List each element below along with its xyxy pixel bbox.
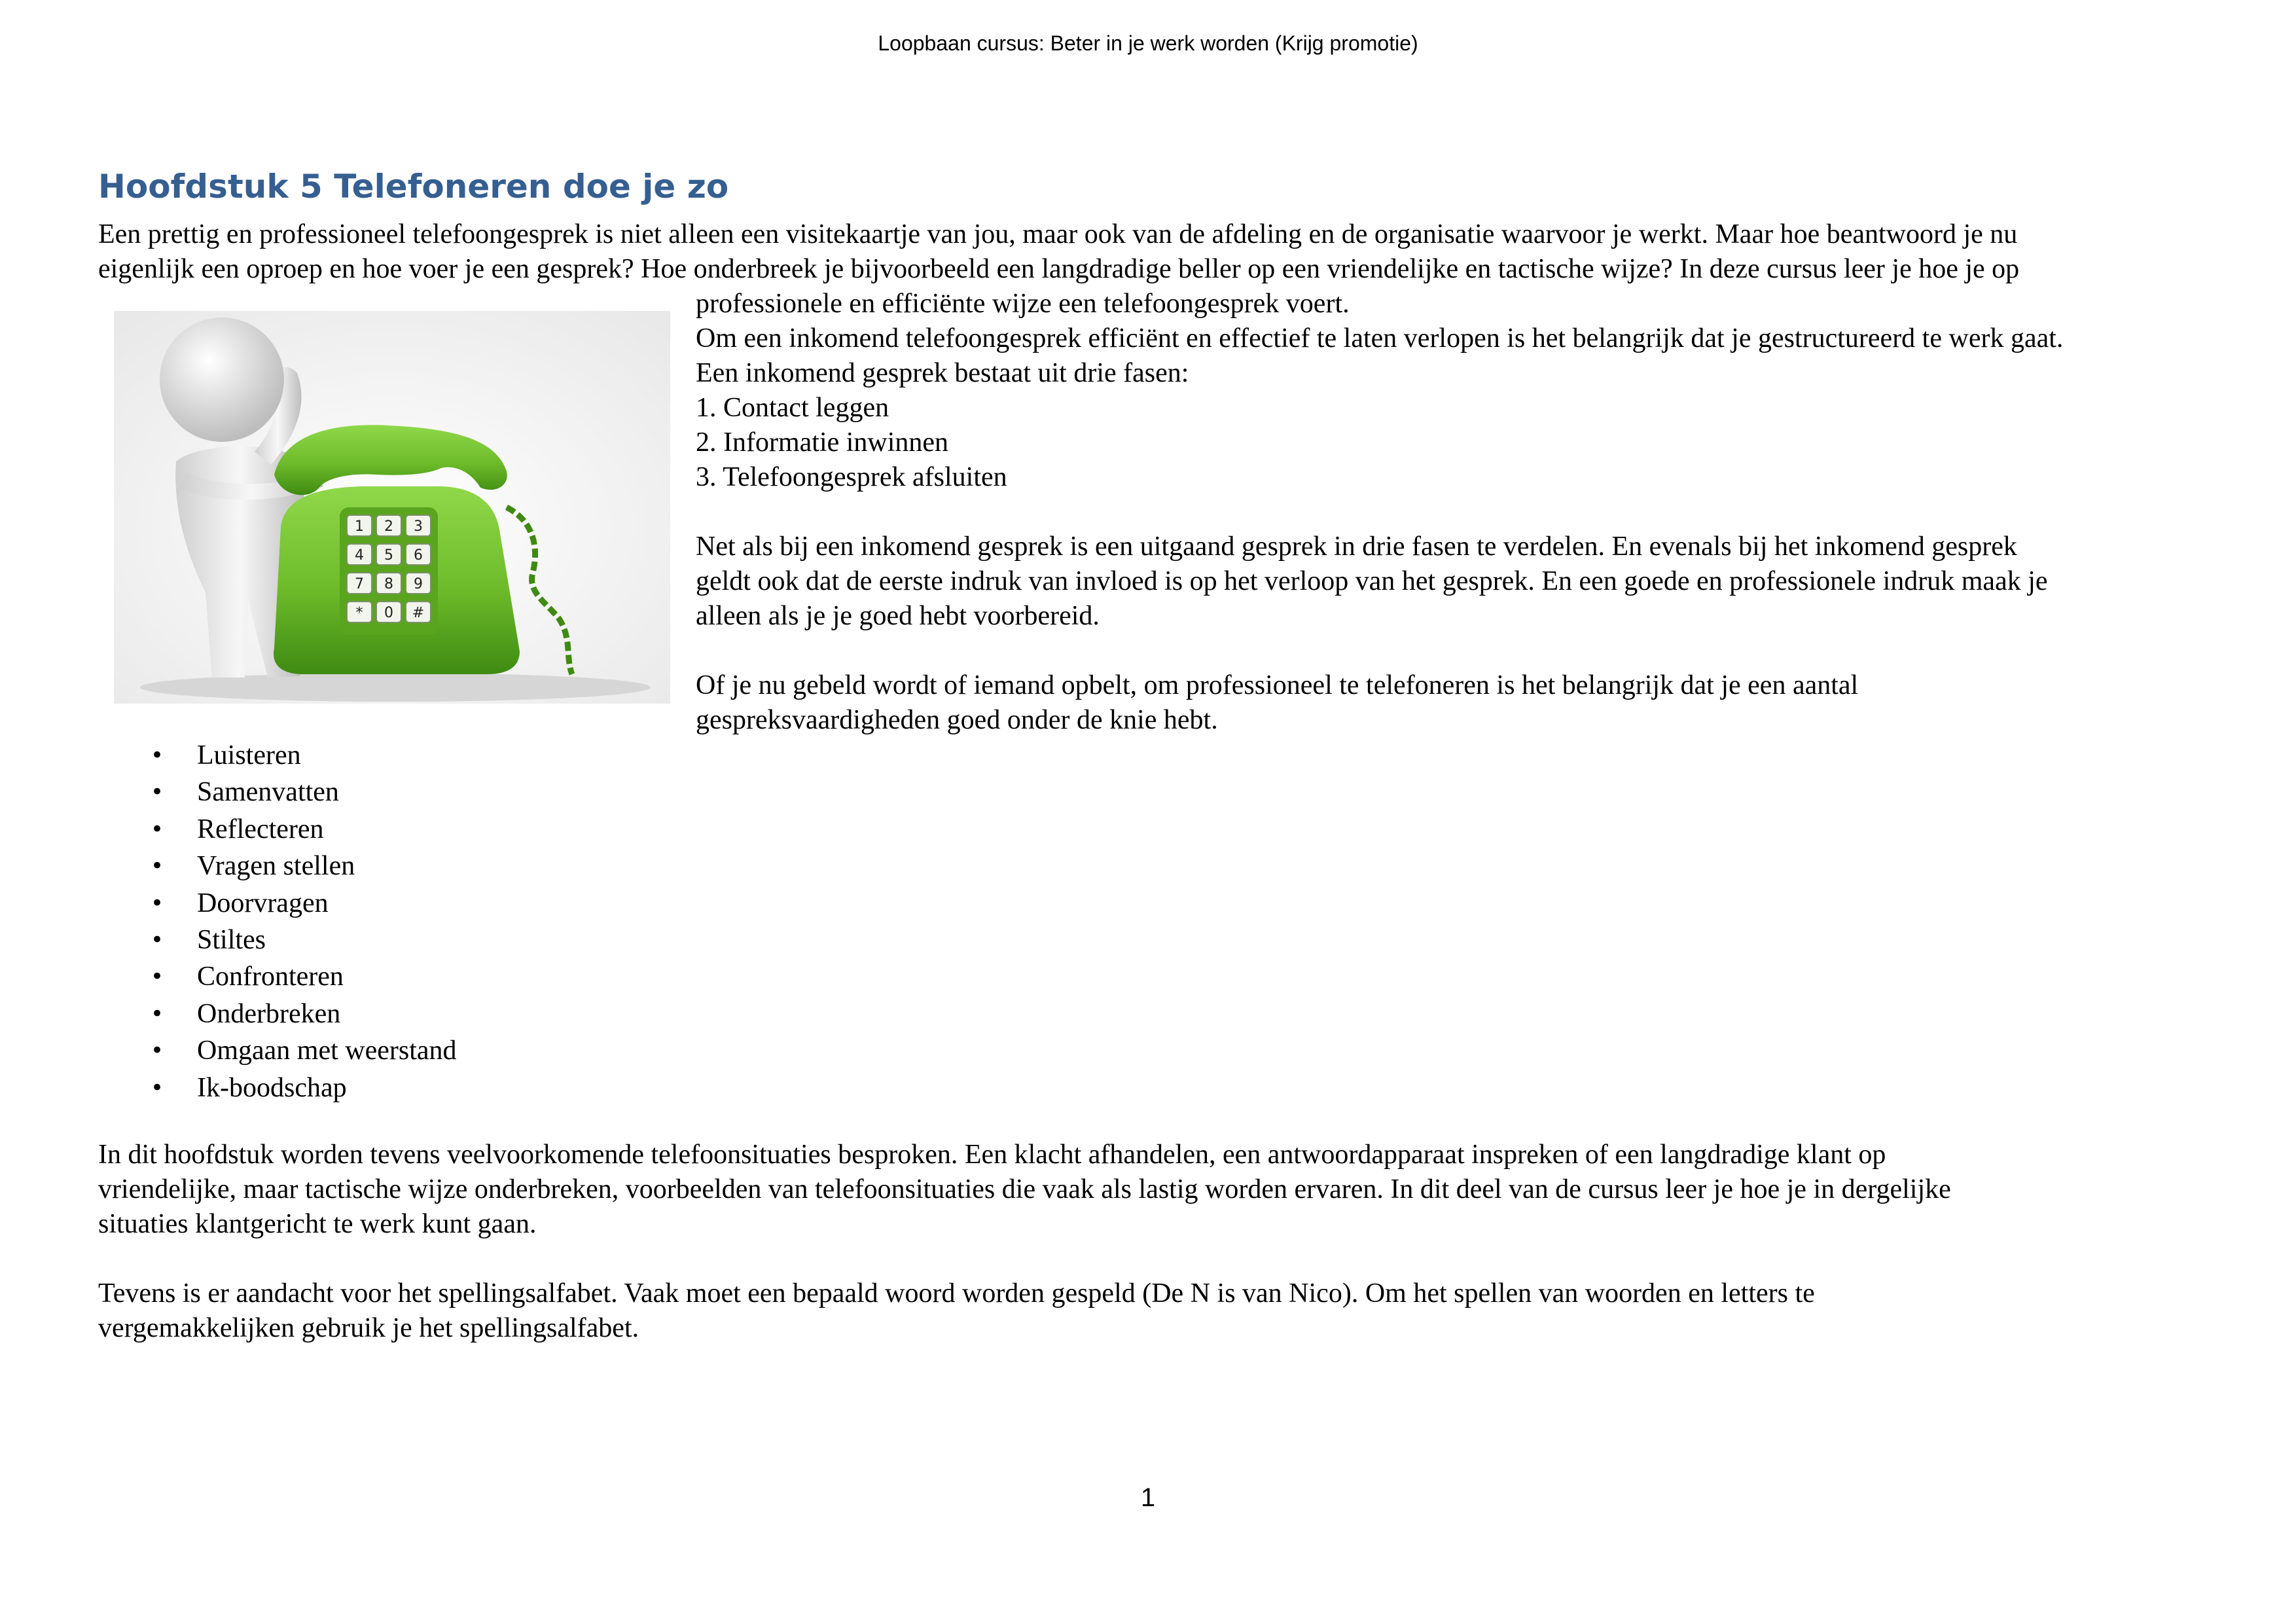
bullet-icon: • <box>151 742 164 768</box>
page-number: 1 <box>1140 1483 1156 1512</box>
skill-label: Samenvatten <box>197 777 339 808</box>
list-item <box>98 774 457 810</box>
list-item <box>98 1032 457 1069</box>
list-item <box>98 1070 457 1106</box>
list-item <box>98 996 457 1032</box>
list-item <box>98 811 457 848</box>
svg-text:6: 6 <box>414 547 423 564</box>
bullet-icon: • <box>151 964 164 990</box>
intro-paragraph <box>98 217 2206 287</box>
situations-paragraph <box>98 1138 1951 1242</box>
skill-label: Ik-boodschap <box>197 1072 347 1103</box>
intro-line: Een prettig en professioneel telefoongesprek is niet alleen een visitekaartje van jou, maar ook van de afdeling en de organisatie waarvoor je werkt. Maar hoe beantwoord je nu <box>98 219 2018 249</box>
keypad-key <box>347 544 372 565</box>
list-item <box>98 737 457 774</box>
skill-label: Doorvragen <box>197 888 329 918</box>
svg-text:4: 4 <box>355 547 364 564</box>
svg-text:3: 3 <box>414 518 423 535</box>
phase-item: 2. Informatie inwinnen <box>696 427 949 458</box>
outgoing-call-line: Net als bij een inkomend gesprek is een uitgaand gesprek in drie fasen te verdelen. En evenals bij het inkomend gesprek <box>696 532 2017 562</box>
outgoing-call-line: alleen als je je goed hebt voorbereid. <box>696 601 1100 631</box>
skill-label: Onderbreken <box>197 998 341 1029</box>
list-item <box>98 922 457 958</box>
svg-text:7: 7 <box>355 576 364 592</box>
bullet-icon: • <box>151 926 164 953</box>
spelling-line: Tevens is er aandacht voor het spellingsalfabet. Vaak moet een bepaald woord worden gespeld (De N is van Nico). Om het spellen van woorden en letters te <box>98 1278 1815 1308</box>
skill-label: Confronteren <box>197 962 344 992</box>
keypad-key <box>406 602 431 623</box>
svg-text:1: 1 <box>355 518 364 535</box>
spelling-alphabet-paragraph <box>98 1276 1815 1346</box>
side-line: Om een inkomend telefoongesprek efficiënt en effectief te laten verlopen is het belangrijk dat je gestructureerd te werk gaat. <box>696 323 2064 353</box>
chapter-title: Hoofdstuk 5 Telefoneren doe je zo <box>98 168 729 206</box>
side-line: professionele en efficiënte wijze een telefoongesprek voert. <box>696 289 1350 319</box>
skills-intro-line: Of je nu gebeld wordt of iemand opbelt, om professioneel te telefoneren is het belangrijk dat je een aantal <box>696 670 1859 700</box>
svg-text:2: 2 <box>384 518 393 535</box>
keypad-key <box>347 602 372 623</box>
keypad-key <box>376 602 401 623</box>
side-line: Een inkomend gesprek bestaat uit drie fasen: <box>696 358 1189 388</box>
page-header: Loopbaan cursus: Beter in je werk worden (Krijg promotie) <box>878 31 1418 55</box>
bullet-icon: • <box>151 816 164 842</box>
keypad-key <box>376 544 401 565</box>
bullet-icon: • <box>151 853 164 880</box>
skills-intro-line: gespreksvaardigheden goed onder de knie hebt. <box>696 705 1218 735</box>
keypad-key <box>406 544 431 565</box>
svg-text:8: 8 <box>384 576 393 592</box>
bullet-icon: • <box>151 1038 164 1064</box>
svg-text:9: 9 <box>414 576 423 592</box>
skills-list <box>98 737 457 1106</box>
situations-line: In dit hoofdstuk worden tevens veelvoorkomende telefoonsituaties besproken. Een klacht afhandelen, een antwoordapparaat inspreken of een langdradige klant op <box>98 1140 1886 1170</box>
phase-item: 3. Telefoongesprek afsluiten <box>696 462 1007 492</box>
skill-label: Vragen stellen <box>197 851 355 882</box>
bullet-icon: • <box>151 890 164 916</box>
bullet-icon: • <box>151 1074 164 1101</box>
intro-line: eigenlijk een oproep en hoe voer je een gesprek? Hoe onderbreek je bijvoorbeeld een langdradige beller op een vriendelijke en tactische wijze? In deze cursus leer je hoe je op <box>98 254 2020 284</box>
bullet-icon: • <box>151 1000 164 1027</box>
skill-label: Omgaan met weerstand <box>197 1036 457 1066</box>
keypad-key <box>406 573 431 594</box>
skill-label: Stiltes <box>197 924 266 955</box>
list-item <box>98 848 457 884</box>
list-item <box>98 958 457 995</box>
outgoing-call-line: geldt ook dat de eerste indruk van invloed is op het verloop van het gesprek. En een goede en professionele indruk maak je <box>696 566 2048 596</box>
skill-label: Reflecteren <box>197 814 324 844</box>
keypad-key <box>347 573 372 594</box>
keypad-key <box>376 573 401 594</box>
keypad-key <box>376 515 401 536</box>
spelling-line: vergemakkelijken gebruik je het spellingsalfabet. <box>98 1313 639 1343</box>
situations-line: vriendelijke, maar tactische wijze onderbreken, voorbeelden van telefoonsituaties die vaak als lastig worden ervaren. In dit deel van de cursus leer je hoe je in dergelijke <box>98 1174 1951 1204</box>
svg-text:#: # <box>412 605 425 621</box>
keypad-key <box>347 515 372 536</box>
bullet-icon: • <box>151 779 164 806</box>
phase-item: 1. Contact leggen <box>696 393 889 423</box>
telephone-figure-graphic <box>114 311 670 704</box>
list-item <box>98 885 457 922</box>
situations-line: situaties klantgericht te werk kunt gaan. <box>98 1209 537 1239</box>
keypad-key <box>406 515 431 536</box>
svg-text:0: 0 <box>384 605 393 621</box>
svg-text:5: 5 <box>384 547 393 564</box>
svg-text:*: * <box>355 605 363 621</box>
skill-label: Luisteren <box>197 740 301 770</box>
side-column-text <box>696 287 2214 738</box>
telephone-illustration <box>114 311 670 704</box>
